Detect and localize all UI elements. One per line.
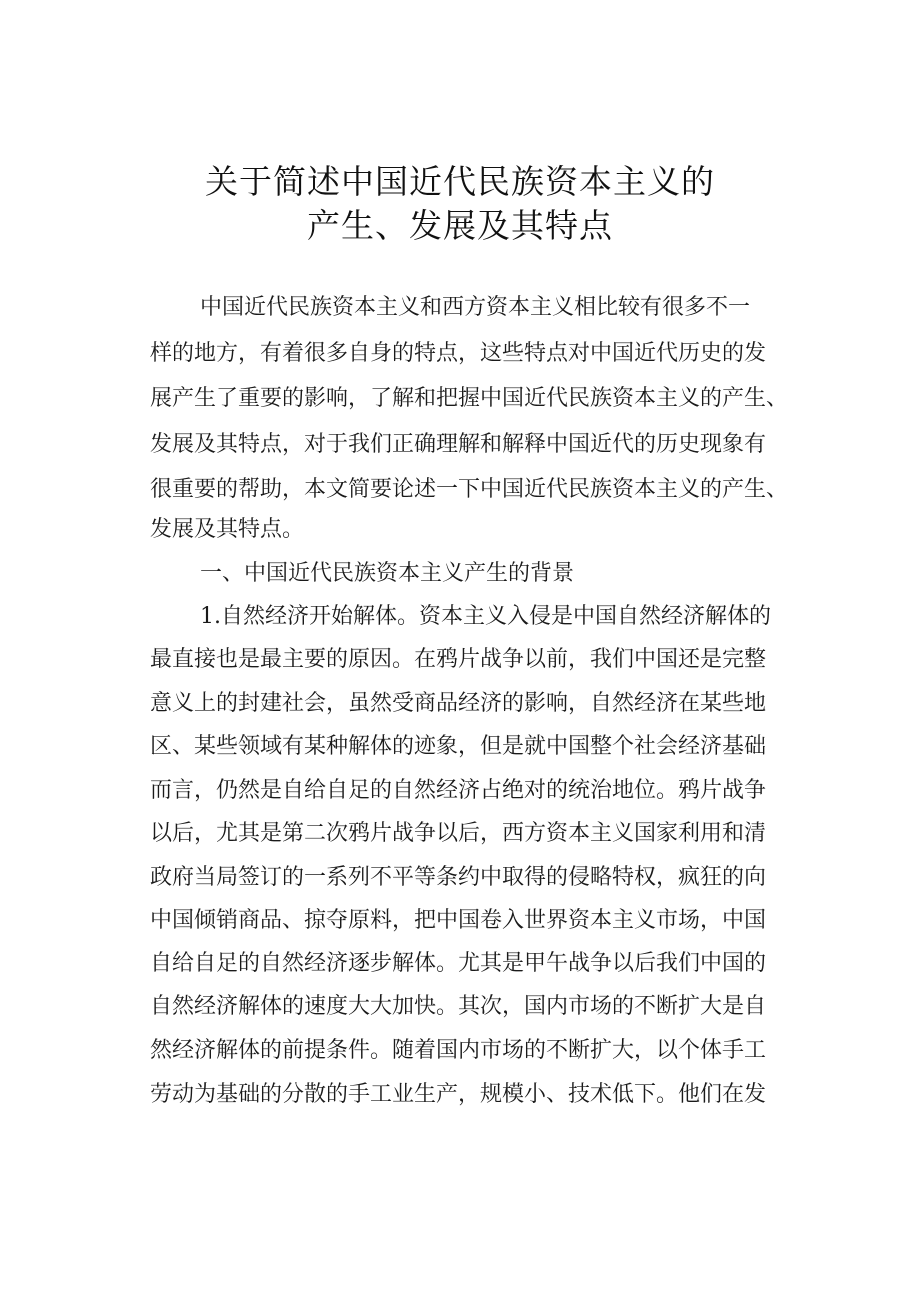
body-text-line: 劳动为基础的分散的手工业生产，规模小、技术低下。他们在发 <box>150 1082 767 1107</box>
document-title-line-1: 关于简述中国近代民族资本主义的 <box>205 162 715 201</box>
body-text-line: 然经济解体的前提条件。随着国内市场的不断扩大，以个体手工 <box>150 1038 767 1063</box>
section-heading: 一、中国近代民族资本主义产生的背景 <box>200 561 575 586</box>
body-text-line: 区、某些领域有某种解体的迹象，但是就中国整个社会经济基础 <box>150 734 767 759</box>
body-text-line: 自给自足的自然经济逐步解体。尤其是甲午战争以后我们中国的 <box>150 951 767 976</box>
body-text-line: 以后，尤其是第二次鸦片战争以后，西方资本主义国家利用和清 <box>150 821 767 846</box>
body-text-line: 发展及其特点。 <box>150 517 305 542</box>
body-text-line: 意义上的封建社会，虽然受商品经济的影响，自然经济在某些地 <box>150 691 767 716</box>
body-text-line: 1.自然经济开始解体。资本主义入侵是中国自然经济解体的 <box>200 604 771 629</box>
document-title-line-2: 产生、发展及其特点 <box>307 206 613 245</box>
body-text-line: 而言，仍然是自给自足的自然经济占绝对的统治地位。鸦片战争 <box>150 778 767 803</box>
body-text-line: 中国倾销商品、掠夺原料，把中国卷入世界资本主义市场，中国 <box>150 908 767 933</box>
body-text-line: 样的地方，有着很多自身的特点，这些特点对中国近代历史的发 <box>150 341 767 366</box>
body-text-line: 发展及其特点，对于我们正确理解和解释中国近代的历史现象有 <box>150 432 767 457</box>
body-text-line: 展产生了重要的影响，了解和把握中国近代民族资本主义的产生、 <box>150 386 789 411</box>
body-text-line: 最直接也是最主要的原因。在鸦片战争以前，我们中国还是完整 <box>150 647 767 672</box>
body-text-line: 政府当局签订的一系列不平等条约中取得的侵略特权，疯狂的向 <box>150 865 767 890</box>
body-text-line: 中国近代民族资本主义和西方资本主义相比较有很多不一 <box>200 295 751 320</box>
body-text-line: 自然经济解体的速度大大加快。其次，国内市场的不断扩大是自 <box>150 994 767 1019</box>
body-text-line: 很重要的帮助，本文简要论述一下中国近代民族资本主义的产生、 <box>150 477 789 502</box>
